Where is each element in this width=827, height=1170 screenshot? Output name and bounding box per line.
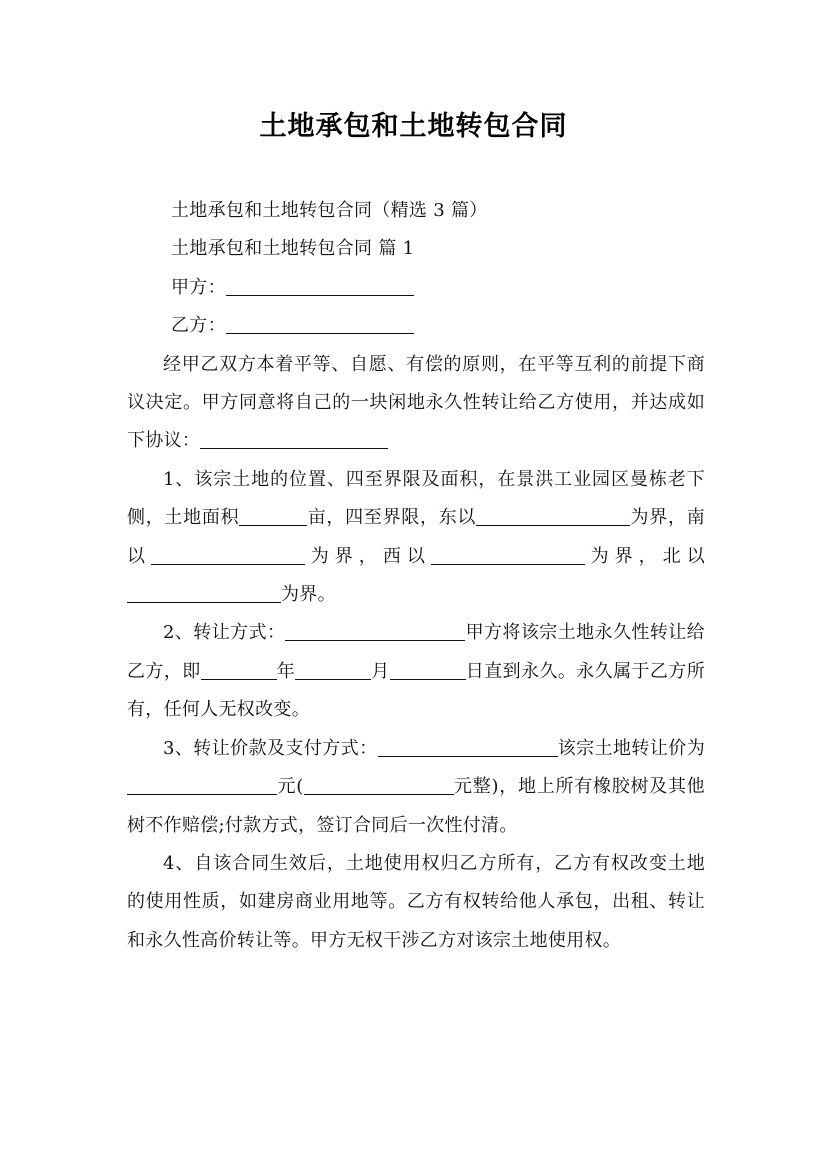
clause-4: 4、自该合同生效后，土地使用权归乙方所有，乙方有权改变土地的使用性质，如建房商业用地等。乙方有权转给他人承包，出租、转让和永久性高价转让等。甲方无权干涉乙方对该宗土地使用权。 (127, 852, 705, 951)
east-boundary-blank (476, 507, 630, 526)
document-title: 土地承包和土地转包合同 (259, 111, 568, 142)
clause-1-text-e: 为界，北以 (584, 545, 705, 567)
party-a-line (171, 269, 705, 307)
party-b-line (171, 307, 705, 345)
transfer-method-blank (285, 622, 465, 641)
clause-1 (127, 461, 705, 615)
clause-2-text-b: 甲方将该宗土地永久性转让给乙方，即 (127, 622, 705, 682)
section-heading: 土地承包和土地转包合同 篇 1 (171, 238, 415, 260)
clause-1-text-a: 1、该宗土地的位置、四至界限及面积，在景洪工业园区曼栋老下侧，土地面积 (127, 468, 705, 529)
land-area-blank (239, 507, 307, 526)
party-a-label: 甲方： (171, 276, 226, 298)
document-body (127, 192, 705, 960)
price-blank (127, 776, 277, 795)
party-a-blank (226, 277, 414, 296)
party-b-label: 乙方： (171, 315, 226, 337)
subtitle-line: 土地承包和土地转包合同（精选 3 篇） (171, 200, 488, 221)
intro-text: 经甲乙双方本着平等、自愿、有偿的原则，在平等互利的前提下商议决定。甲方同意将自己的一块闲地永久性转让给乙方使用，并达成如下协议： (127, 353, 705, 452)
intro-blank (200, 430, 388, 449)
clause-2-text-d: 月 (371, 660, 390, 682)
party-b-blank (226, 315, 414, 334)
clause-3-text-d: 元整)，地上所有橡胶树及其他树不作赔偿;付款方式，签订合同后一次性付清。 (127, 776, 705, 836)
clause-2-text-c: 年 (276, 660, 296, 682)
south-boundary-blank (151, 546, 305, 565)
clause-1-text-f: 为界。 (281, 584, 336, 606)
payment-method-blank (378, 738, 558, 757)
month-blank (295, 661, 371, 680)
clause-3 (127, 730, 705, 845)
clause-2 (127, 614, 705, 729)
clause-1-text-c: 为界，南以 (127, 507, 705, 567)
clause-3-text-c: 元( (277, 776, 304, 798)
clause-3-text-a: 3、转让价款及支付方式： (163, 737, 378, 759)
clause-3-text-b: 该宗土地转让价为 (557, 737, 705, 759)
west-boundary-blank (431, 546, 585, 565)
intro-paragraph (127, 346, 705, 461)
price-uppercase-blank (304, 776, 454, 795)
clause-2-text-a: 2、转让方式： (163, 622, 286, 644)
clause-1-text-b: 亩，四至界限，东以 (307, 507, 477, 529)
clause-1-text-d: 为界，西以 (305, 545, 431, 567)
year-blank (201, 661, 277, 680)
day-blank (390, 661, 466, 680)
clause-2-text-e: 日直到永久。永久属于乙方所有，任何人无权改变。 (127, 660, 706, 721)
north-boundary-blank (127, 584, 281, 603)
